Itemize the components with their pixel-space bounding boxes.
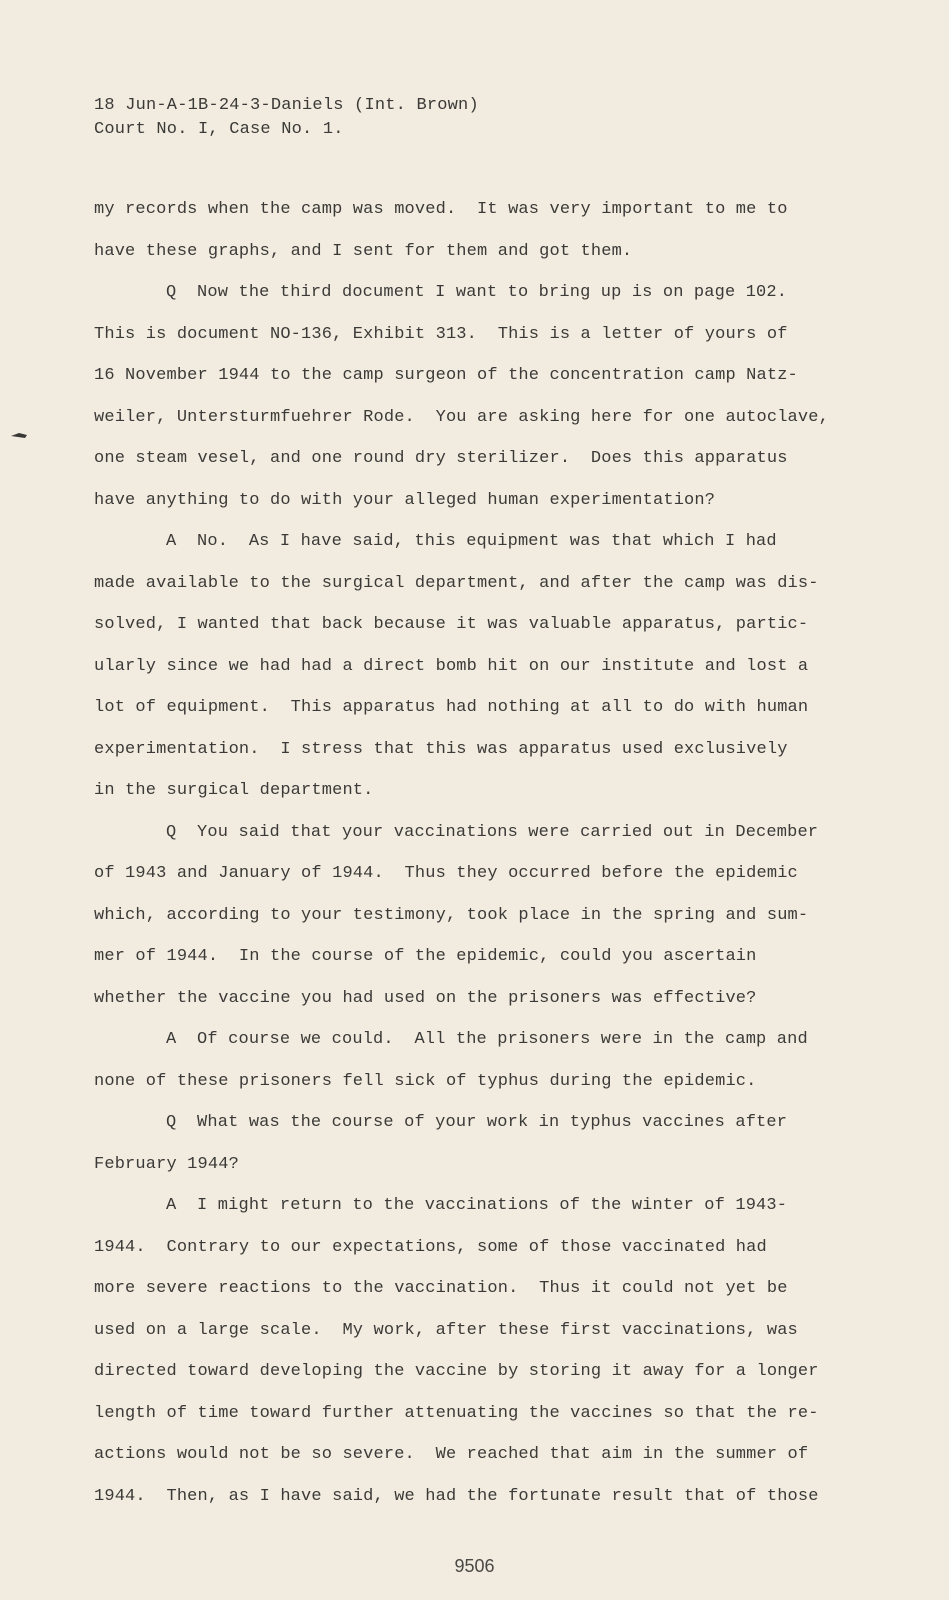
transcript-line: Q You said that your vaccinations were carried out in December bbox=[166, 822, 819, 842]
transcript-line: used on a large scale. My work, after these first vaccinations, was bbox=[94, 1320, 798, 1340]
transcript-line: mer of 1944. In the course of the epidemic, could you ascertain bbox=[94, 947, 757, 966]
transcript-line: A No. As I have said, this equipment was that which I had bbox=[166, 532, 777, 551]
transcript-line: solved, I wanted that back because it was valuable apparatus, partic- bbox=[94, 615, 809, 634]
transcript-line: of 1943 and January of 1944. Thus they occurred before the epidemic bbox=[94, 864, 798, 883]
transcript-line: have these graphs, and I sent for them and got them. bbox=[94, 241, 633, 261]
transcript-line: This is document NO-136, Exhibit 313. This is a letter of yours of bbox=[94, 324, 788, 344]
transcript-line: actions would not be so severe. We reached that aim in the summer of bbox=[94, 1445, 809, 1464]
transcript-line: one steam vesel, and one round dry sterilizer. Does this apparatus bbox=[94, 449, 788, 468]
transcript-line: Q What was the course of your work in typhus vaccines after bbox=[166, 1113, 788, 1132]
transcript-body bbox=[94, 196, 924, 1524]
transcript-line: Q Now the third document I want to bring up is on page 102. bbox=[166, 283, 788, 302]
transcript-line: experimentation. I stress that this was apparatus used exclusively bbox=[94, 739, 788, 759]
transcript-line: A Of course we could. All the prisoners were in the camp and bbox=[166, 1030, 808, 1049]
transcript-line: February 1944? bbox=[94, 1154, 239, 1174]
transcript-line: A I might return to the vaccinations of the winter of 1943- bbox=[166, 1196, 788, 1215]
transcript-line: in the surgical department. bbox=[94, 781, 374, 800]
transcript-line: my records when the camp was moved. It was very important to me to bbox=[94, 200, 788, 219]
transcript-line: 1944. Then, as I have said, we had the fortunate result that of those bbox=[94, 1486, 819, 1506]
transcript-line: weiler, Untersturmfuehrer Rode. You are asking here for one autoclave, bbox=[94, 407, 829, 427]
transcript-line: have anything to do with your alleged human experimentation? bbox=[94, 490, 716, 510]
transcript-line: directed toward developing the vaccine by storing it away for a longer bbox=[94, 1362, 819, 1381]
transcript-line: 16 November 1944 to the camp surgeon of the concentration camp Natz- bbox=[94, 366, 798, 385]
margin-mark-icon bbox=[10, 430, 28, 440]
transcript-line: length of time toward further attenuating the vaccines so that the re- bbox=[94, 1403, 819, 1423]
transcript-line: whether the vaccine you had used on the prisoners was effective? bbox=[94, 988, 757, 1008]
transcript-line: more severe reactions to the vaccination. Thus it could not yet be bbox=[94, 1279, 788, 1298]
transcript-line: lot of equipment. This apparatus had nothing at all to do with human bbox=[94, 698, 809, 717]
transcript-line: none of these prisoners fell sick of typhus during the epidemic. bbox=[94, 1071, 757, 1091]
transcript-line: 1944. Contrary to our expectations, some of those vaccinated had bbox=[94, 1237, 767, 1257]
header-case-reference: 18 Jun-A-1B-24-3-Daniels (Int. Brown) bbox=[94, 96, 479, 115]
transcript-line: made available to the surgical department, and after the camp was dis- bbox=[94, 573, 819, 593]
page-number: 9506 bbox=[454, 1556, 495, 1576]
transcript-line: ularly since we had had a direct bomb hit on our institute and lost a bbox=[94, 656, 809, 676]
document-header bbox=[94, 94, 479, 142]
header-court-case: Court No. I, Case No. 1. bbox=[94, 120, 344, 139]
transcript-line: which, according to your testimony, took place in the spring and sum- bbox=[94, 905, 809, 925]
